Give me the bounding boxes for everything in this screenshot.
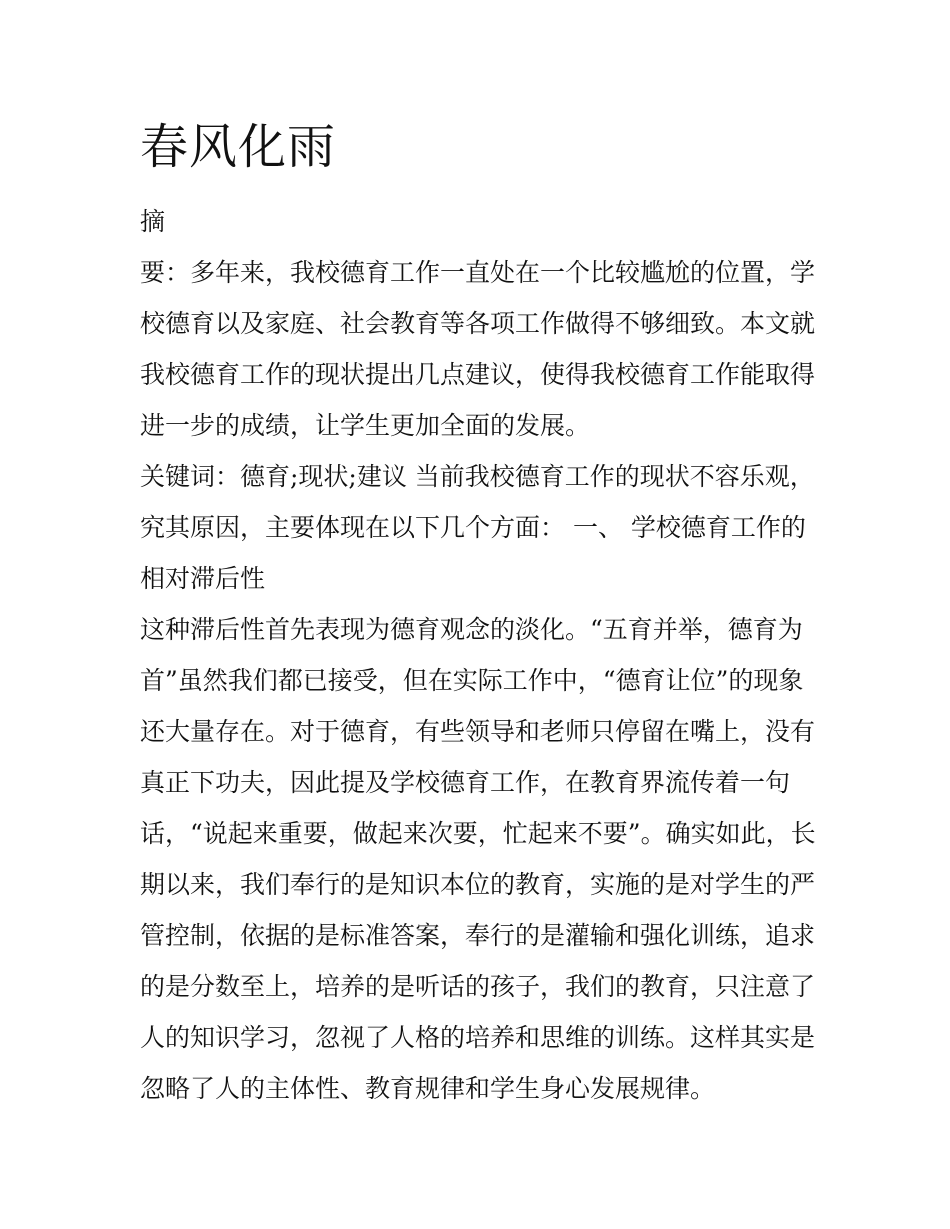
text-line: 进一步的成绩，让学生更加全面的发展。 xyxy=(140,411,591,440)
text-line: 校德育以及家庭、社会教育等各项工作做得不够细致。本文就 xyxy=(140,309,816,338)
text-line: 究其原因，主要体现在以下几个方面： 一、 学校德育工作的 xyxy=(140,513,806,542)
text-line: 相对滞后性 xyxy=(140,564,266,593)
text-line: 我校德育工作的现状提出几点建议，使得我校德育工作能取得 xyxy=(140,360,816,389)
text-line: 话，“说起来重要，做起来次要，忙起来不要”。确实如此，长 xyxy=(140,819,816,848)
text-line: 人的知识学习，忽视了人格的培养和思维的训练。这样其实是 xyxy=(140,1023,816,1052)
text-line: 要：多年来，我校德育工作一直处在一个比较尴尬的位置，学 xyxy=(140,258,816,287)
text-line: 管控制，依据的是标准答案，奉行的是灌输和强化训练，追求 xyxy=(140,921,816,950)
text-line: 首”虽然我们都已接受，但在实际工作中，“德育让位”的现象 xyxy=(140,666,804,695)
text-line: 还大量存在。对于德育，有些领导和老师只停留在嘴上，没有 xyxy=(140,717,816,746)
page-title: 春风化雨 xyxy=(140,119,337,175)
text-line: 摘 xyxy=(140,207,166,236)
text-line: 期以来，我们奉行的是知识本位的教育，实施的是对学生的严 xyxy=(140,870,816,899)
text-line: 这种滞后性首先表现为德育观念的淡化。“五育并举，德育为 xyxy=(140,615,803,644)
text-line: 忽略了人的主体性、教育规律和学生身心发展规律。 xyxy=(140,1074,716,1103)
text-line: 的是分数至上，培养的是听话的孩子，我们的教育，只注意了 xyxy=(140,972,816,1001)
text-line: 真正下功夫，因此提及学校德育工作，在教育界流传着一句 xyxy=(140,768,791,797)
text-line: 关键词：德育;现状;建议 当前我校德育工作的现状不容乐观， xyxy=(140,462,815,491)
